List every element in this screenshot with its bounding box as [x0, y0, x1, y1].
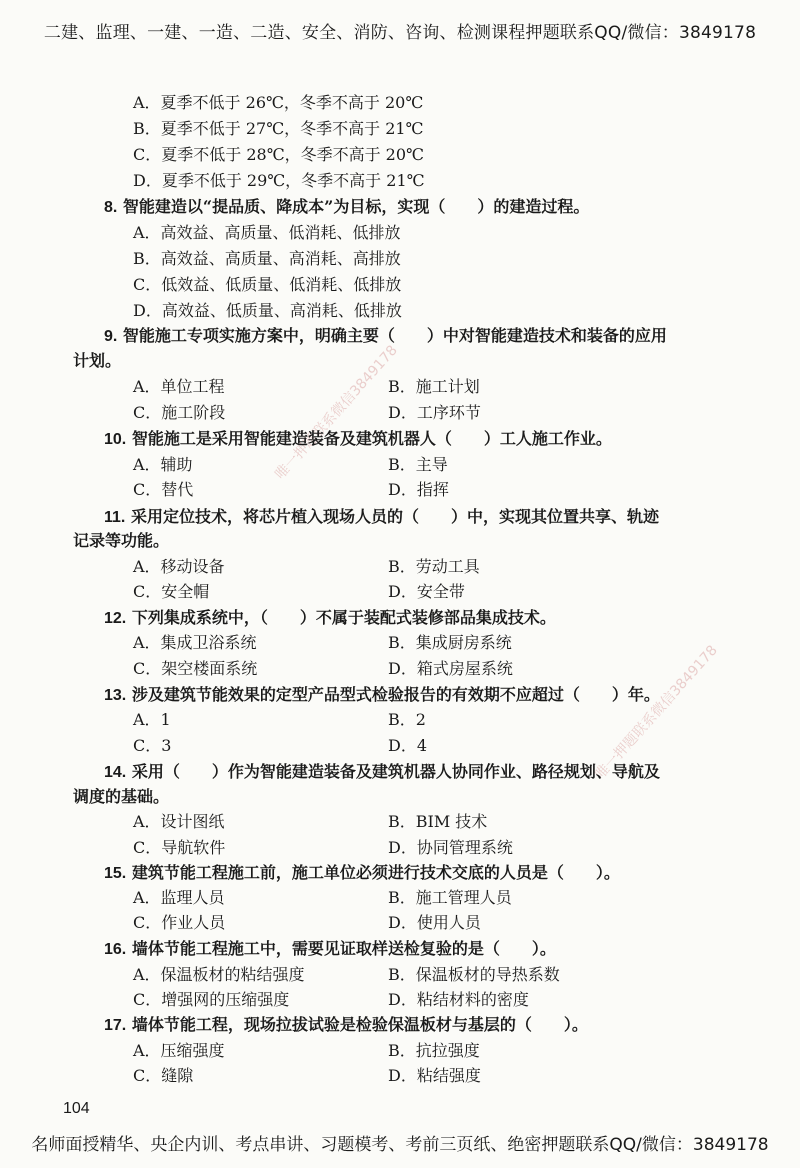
q8-option-a: A．高效益、高质量、低消耗、低排放	[133, 223, 401, 242]
q16-option-a: A．保温板材的粘结强度	[133, 965, 305, 984]
q15-option-d: D．使用人员	[388, 913, 481, 932]
q9-option-d: D．工序环节	[388, 403, 481, 422]
q17-option-a: A．压缩强度	[133, 1041, 225, 1060]
q16-option-d: D．粘结材料的密度	[388, 990, 529, 1009]
q7-option-a: A．夏季不低于 26℃，冬季不高于 20℃	[133, 93, 424, 112]
question-9-cont: 计划。	[73, 351, 122, 370]
q10-option-b: B．主导	[388, 455, 448, 474]
q10-option-d: D．指挥	[388, 480, 449, 499]
question-15: 15. 建筑节能工程施工前，施工单位必须进行技术交底的人员是（ ）。	[104, 863, 620, 882]
q12-option-d: D．箱式房屋系统	[388, 659, 513, 678]
q12-option-b: B．集成厨房系统	[388, 633, 512, 652]
question-8: 8. 智能建造以“提品质、降成本”为目标，实现（ ）的建造过程。	[104, 197, 590, 216]
q8-option-c: C．低效益、低质量、低消耗、低排放	[133, 275, 402, 294]
question-14-cont: 调度的基础。	[73, 787, 170, 806]
question-11-cont: 记录等功能。	[73, 531, 170, 550]
q9-option-a: A．单位工程	[133, 377, 225, 396]
question-14: 14. 采用（ ）作为智能建造装备及建筑机器人协同作业、路径规划、导航及	[104, 762, 660, 781]
question-16: 16. 墙体节能工程施工中，需要见证取样送检复验的是（ ）。	[104, 939, 556, 958]
q13-option-d: D．4	[388, 736, 428, 755]
q16-option-c: C．增强网的压缩强度	[133, 990, 290, 1009]
q14-option-b: B．BIM 技术	[388, 812, 488, 831]
q14-option-d: D．协同管理系统	[388, 838, 513, 857]
q13-option-c: C．3	[133, 736, 172, 755]
q13-option-a: A．1	[133, 710, 171, 729]
q7-option-b: B．夏季不低于 27℃，冬季不高于 21℃	[133, 119, 424, 138]
q15-option-c: C．作业人员	[133, 913, 226, 932]
q15-option-b: B．施工管理人员	[388, 888, 512, 907]
q11-option-c: C．安全帽	[133, 582, 210, 601]
question-9: 9. 智能施工专项实施方案中，明确主要（ ）中对智能建造技术和装备的应用	[104, 326, 667, 345]
q11-option-d: D．安全带	[388, 582, 465, 601]
question-10: 10. 智能施工是采用智能建造装备及建筑机器人（ ）工人施工作业。	[104, 429, 612, 448]
watermark: 唯一押题联系微信3849178	[592, 642, 721, 783]
q7-option-c: C．夏季不低于 28℃，冬季不高于 20℃	[133, 145, 424, 164]
q16-option-b: B．保温板材的导热系数	[388, 965, 560, 984]
q15-option-a: A．监理人员	[133, 888, 225, 907]
q13-option-b: B．2	[388, 710, 426, 729]
page-footer: 名师面授精华、央企内训、考点串讲、习题模考、考前三页纸、绝密押题联系QQ/微信：3849178	[31, 1135, 769, 1155]
question-13: 13. 涉及建筑节能效果的定型产品型式检验报告的有效期不应超过（ ）年。	[104, 685, 660, 704]
page-number: 104	[63, 1100, 90, 1117]
q17-option-d: D．粘结强度	[388, 1066, 481, 1085]
q11-option-a: A．移动设备	[133, 557, 225, 576]
page-header: 二建、监理、一建、一造、二造、安全、消防、咨询、检测课程押题联系QQ/微信：3849178	[43, 23, 757, 43]
question-17: 17. 墙体节能工程，现场拉拔试验是检验保温板材与基层的（ ）。	[104, 1015, 588, 1034]
question-11: 11. 采用定位技术，将芯片植入现场人员的（ ）中，实现其位置共享、轨迹	[104, 507, 659, 526]
q14-option-c: C．导航软件	[133, 838, 226, 857]
q12-option-c: C．架空楼面系统	[133, 659, 258, 678]
q10-option-c: C．替代	[133, 480, 194, 499]
watermark: 唯一押题联系微信3849178	[272, 342, 401, 483]
q9-option-c: C．施工阶段	[133, 403, 226, 422]
q8-option-b: B．高效益、高质量、高消耗、高排放	[133, 249, 401, 268]
q8-option-d: D．高效益、低质量、高消耗、低排放	[133, 301, 402, 320]
q12-option-a: A．集成卫浴系统	[133, 633, 257, 652]
question-12: 12. 下列集成系统中，（ ）不属于装配式装修部品集成技术。	[104, 608, 556, 627]
q17-option-c: C．缝隙	[133, 1066, 194, 1085]
q10-option-a: A．辅助	[133, 455, 193, 474]
q17-option-b: B．抗拉强度	[388, 1041, 480, 1060]
q9-option-b: B．施工计划	[388, 377, 480, 396]
q14-option-a: A．设计图纸	[133, 812, 225, 831]
q7-option-d: D．夏季不低于 29℃，冬季不高于 21℃	[133, 171, 425, 190]
q11-option-b: B．劳动工具	[388, 557, 480, 576]
